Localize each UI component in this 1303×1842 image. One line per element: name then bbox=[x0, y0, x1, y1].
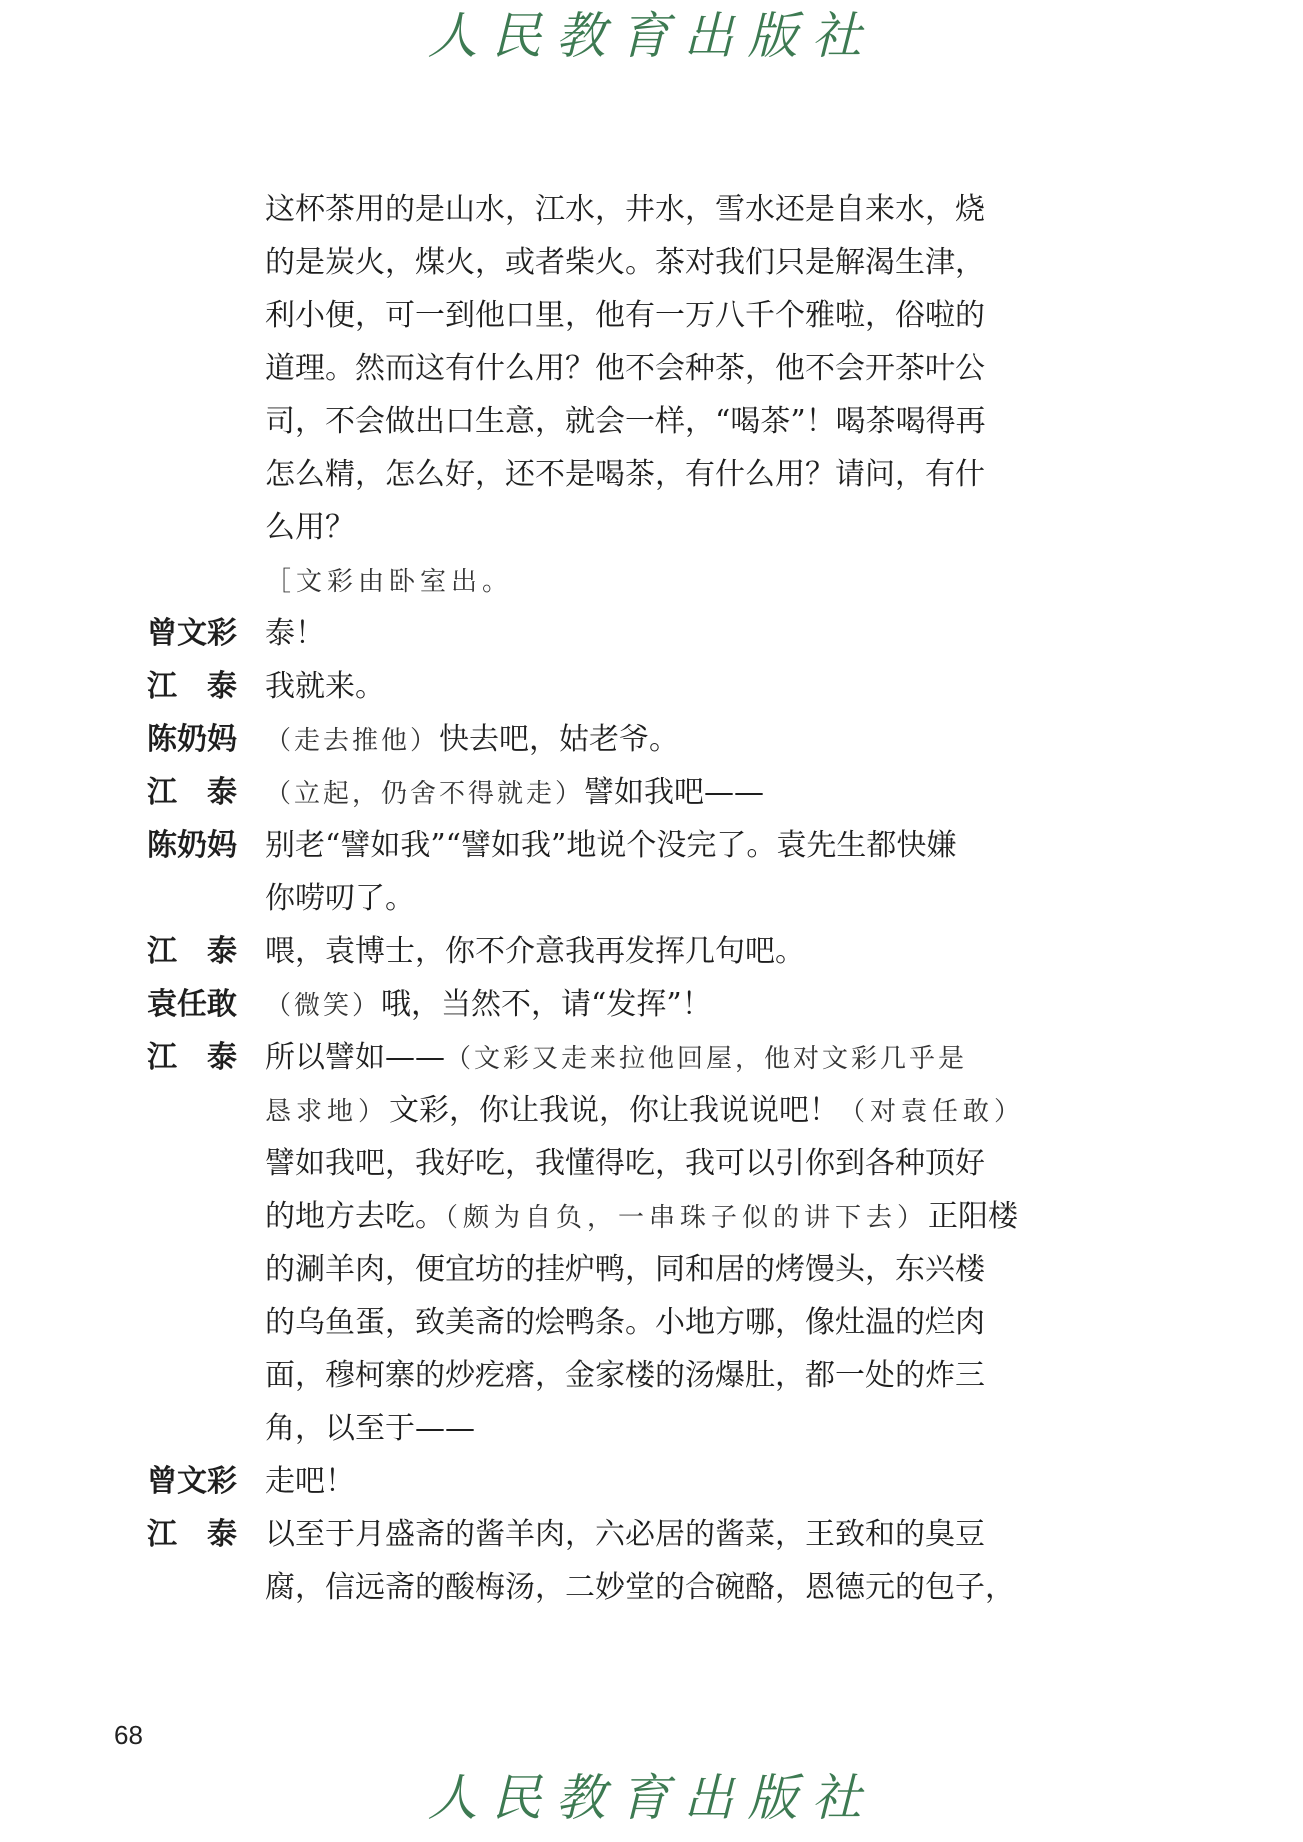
line-text bbox=[265, 554, 513, 609]
script-line bbox=[147, 766, 1017, 819]
script-line bbox=[147, 713, 1017, 766]
dialogue-text: 别老“譬如我”“譬如我”地说个没完了。袁先生都快嫌 bbox=[265, 828, 957, 863]
stage-direction: （走去推他） bbox=[265, 726, 440, 756]
dialogue-text: 么用？ bbox=[265, 510, 355, 545]
script-line bbox=[147, 183, 1017, 236]
dialogue-text: 面，穆柯寨的炒疙瘩，金家楼的汤爆肚，都一处的炸三 bbox=[265, 1358, 985, 1393]
speaker-name: 江 泰 bbox=[147, 775, 237, 810]
dialogue-text: 泰！ bbox=[265, 616, 325, 651]
script-line bbox=[147, 554, 1017, 607]
dialogue-text: 的乌鱼蛋，致美斋的烩鸭条。小地方哪，像灶温的烂肉 bbox=[265, 1305, 985, 1340]
line-text bbox=[265, 183, 985, 236]
script-line bbox=[147, 448, 1017, 501]
script-line bbox=[147, 1084, 1026, 1137]
line-text bbox=[265, 872, 415, 925]
script-line bbox=[147, 872, 1017, 925]
script-line bbox=[147, 342, 1017, 395]
line-text bbox=[265, 713, 679, 768]
speaker-name: 袁任敢 bbox=[147, 987, 237, 1022]
page-number: 68 bbox=[114, 1720, 143, 1750]
script-line bbox=[147, 1031, 1017, 1084]
dialogue-text: 走吧！ bbox=[265, 1464, 355, 1499]
line-text bbox=[265, 342, 985, 395]
dialogue-text: 的涮羊肉，便宜坊的挂炉鸭，同和居的烤馒头，东兴楼 bbox=[265, 1252, 985, 1287]
script-line bbox=[147, 1137, 1017, 1190]
line-text bbox=[265, 1084, 1025, 1139]
script-line bbox=[147, 925, 1017, 978]
script-line bbox=[147, 395, 1017, 448]
script-line bbox=[147, 1296, 1017, 1349]
line-text bbox=[265, 1031, 967, 1086]
line-text bbox=[265, 607, 325, 660]
dialogue-text: 角，以至于—— bbox=[265, 1411, 475, 1446]
dialogue-text: 快去吧，姑老爷。 bbox=[439, 722, 680, 757]
publisher-logo-top: 人民教育出版社 bbox=[427, 7, 876, 65]
script-line bbox=[147, 1243, 1017, 1296]
dialogue-text: 喂，袁博士，你不介意我再发挥几句吧。 bbox=[265, 934, 805, 969]
line-text bbox=[265, 925, 805, 978]
line-text bbox=[265, 1190, 1018, 1245]
dialogue-text: 司，不会做出口生意，就会一样，“喝茶”！喝茶喝得再 bbox=[265, 404, 986, 439]
dialogue-text: 我就来。 bbox=[265, 669, 385, 704]
dialogue-text: 道理。然而这有什么用？他不会种茶，他不会开茶叶公 bbox=[265, 351, 985, 386]
dialogue-text: 利小便，可一到他口里，他有一万八千个雅啦，俗啦的 bbox=[265, 298, 985, 333]
line-text bbox=[265, 395, 986, 448]
dialogue-text: 怎么精，怎么好，还不是喝茶，有什么用？请问，有什 bbox=[265, 457, 985, 492]
dialogue-text: 譬如我吧—— bbox=[584, 775, 765, 810]
script-line bbox=[147, 1349, 1017, 1402]
script-line bbox=[147, 607, 1017, 660]
speaker-name: 曾文彩 bbox=[147, 1464, 237, 1499]
script-line bbox=[147, 1561, 1017, 1614]
script-line bbox=[147, 236, 1017, 289]
script-line bbox=[147, 501, 1017, 554]
dialogue-text: 的是炭火，煤火，或者柴火。茶对我们只是解渴生津， bbox=[265, 245, 985, 280]
script-line bbox=[147, 660, 1017, 713]
dialogue-text: 的地方去吃。 bbox=[265, 1199, 445, 1234]
speaker-name: 陈奶妈 bbox=[147, 828, 237, 863]
dialogue-text: 所以譬如—— bbox=[265, 1040, 445, 1075]
publisher-logo-bottom: 人民教育出版社 bbox=[427, 1769, 876, 1827]
dialogue-text: 你唠叨了。 bbox=[265, 881, 415, 916]
speaker-name: 陈奶妈 bbox=[147, 722, 237, 757]
line-text bbox=[265, 1561, 1015, 1614]
line-text bbox=[265, 1455, 355, 1508]
script-line bbox=[147, 289, 1017, 342]
stage-direction: （微笑） bbox=[265, 991, 382, 1021]
speaker-name: 曾文彩 bbox=[147, 616, 237, 651]
script-line bbox=[147, 1508, 1017, 1561]
line-text bbox=[265, 1402, 475, 1455]
stage-direction: （对袁任敢） bbox=[839, 1097, 1026, 1127]
line-text bbox=[265, 1137, 985, 1190]
line-text bbox=[265, 660, 385, 713]
script-line bbox=[147, 819, 1017, 872]
line-text bbox=[265, 819, 956, 872]
line-text bbox=[265, 501, 355, 554]
stage-direction: ［文彩由卧室出。 bbox=[265, 567, 514, 597]
dialogue-text: 以至于月盛斋的酱羊肉，六必居的酱菜，王致和的臭豆 bbox=[265, 1517, 985, 1552]
line-text bbox=[265, 978, 712, 1033]
play-script bbox=[147, 183, 1026, 1614]
stage-direction: （颇为自负，一串珠子似的讲下去） bbox=[445, 1203, 929, 1233]
speaker-name: 江 泰 bbox=[147, 1040, 237, 1075]
dialogue-text: 譬如我吧，我好吃，我懂得吃，我可以引你到各种顶好 bbox=[265, 1146, 985, 1181]
script-line bbox=[147, 1190, 1017, 1243]
line-text bbox=[265, 1349, 985, 1402]
dialogue-text: 腐，信远斋的酸梅汤，二妙堂的合碗酪，恩德元的包子， bbox=[265, 1570, 1015, 1605]
line-text bbox=[265, 766, 764, 821]
dialogue-text: 正阳楼 bbox=[928, 1199, 1019, 1234]
line-text bbox=[265, 448, 985, 501]
script-line bbox=[147, 1402, 1017, 1455]
speaker-name: 江 泰 bbox=[147, 669, 237, 704]
dialogue-text: 这杯茶用的是山水，江水，井水，雪水还是自来水，烧 bbox=[265, 192, 985, 227]
speaker-name: 江 泰 bbox=[147, 934, 237, 969]
line-text bbox=[265, 236, 985, 289]
line-text bbox=[265, 1243, 985, 1296]
speaker-name: 江 泰 bbox=[147, 1517, 237, 1552]
script-line bbox=[147, 1455, 1017, 1508]
stage-direction: 恳求地） bbox=[265, 1097, 390, 1127]
stage-direction: （文彩又走来拉他回屋，他对文彩几乎是 bbox=[445, 1044, 968, 1074]
dialogue-text: 哦，当然不，请“发挥”！ bbox=[381, 987, 712, 1022]
dialogue-text: 文彩，你让我说，你让我说说吧！ bbox=[389, 1093, 840, 1128]
line-text bbox=[265, 1296, 985, 1349]
script-line bbox=[147, 978, 1017, 1031]
line-text bbox=[265, 1508, 985, 1561]
line-text bbox=[265, 289, 985, 342]
stage-direction: （立起，仍舍不得就走） bbox=[265, 779, 585, 809]
